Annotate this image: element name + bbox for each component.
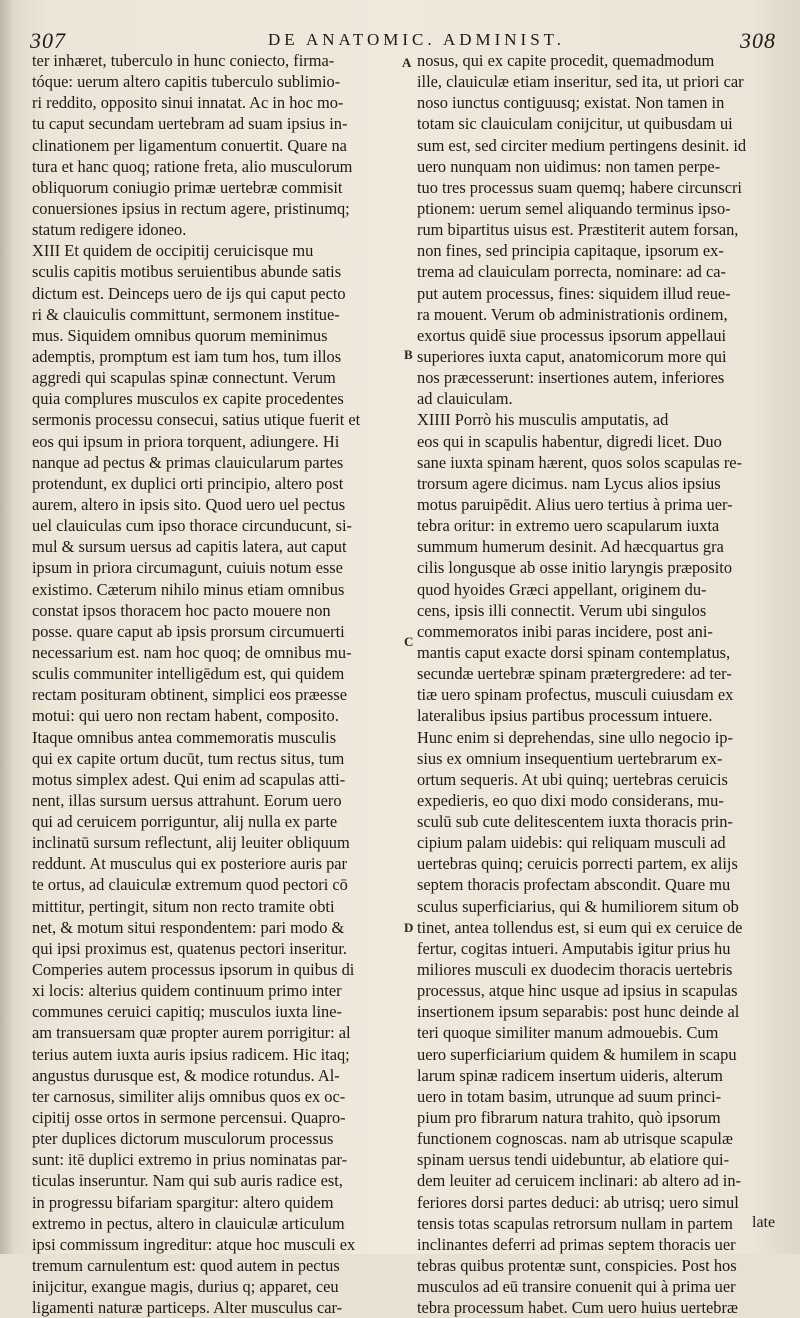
text-line: clinationem per ligamentum conuertit. Quare na <box>32 135 347 155</box>
text-line: tuo tres processus suam quemq; habere circunscri <box>417 177 742 197</box>
text-line: totam sic clauiculam conijcitur, ut quibusdam ui <box>417 114 733 134</box>
text-line: teri quoque similiter manum admouebis. Cum <box>417 1023 719 1043</box>
text-line: Hunc enim si deprehendas, sine ullo negocio ip- <box>417 727 733 747</box>
text-line: sunt: itē duplici extremo in prius nominatas par- <box>32 1150 348 1170</box>
right-text-column <box>417 50 787 1318</box>
text-line: tura et hanc quoq; ratione freta, alio musculorum <box>32 156 353 176</box>
text-line: cilis longusque ab osse initio laryngis præposito <box>417 558 733 578</box>
text-line: trema ad clauiculam porrecta, nominare: ad ca- <box>417 262 726 282</box>
text-line: nent, illas sursum uersus attrahunt. Eorum uero <box>32 790 342 810</box>
text-line: uero superficiarium quidem & humilem in scapu <box>417 1044 737 1064</box>
text-line: tremum carnulentum est: quod autem in pectus <box>32 1256 340 1276</box>
text-line: larum spinæ radicem insertum uideris, alterum <box>417 1065 723 1085</box>
text-line: ipsi commissum ingreditur: atque hoc musculi ex <box>32 1234 356 1254</box>
text-line: functionem cognoscas. nam ab utrisque scapulæ <box>417 1129 733 1149</box>
text-line: qui ad ceruicem porriguntur, alij nulla ex parte <box>32 812 338 832</box>
text-line: non fines, sed principia capitaque, ipsorum ex- <box>417 241 724 261</box>
text-line: cens, ipsis illi connectit. Verum ubi singulos <box>417 600 707 620</box>
text-line: miliores musculi ex duodecim thoracis uertebris <box>417 960 733 980</box>
page-header <box>0 28 800 52</box>
text-line: insertionem ipsum separabis: post hunc deinde al <box>417 1002 740 1022</box>
text-line: qui ipsi proximus est, quatenus pectori inseritur. <box>32 938 348 958</box>
catchword: late <box>752 1214 776 1231</box>
text-line: ad clauiculam. <box>417 389 513 409</box>
text-line: ortum sequeris. At ubi quinq; uertebras ceruicis <box>417 769 728 789</box>
running-title: DE ANATOMIC. ADMINIST. <box>268 30 566 49</box>
text-line: existimo. Cæterum nihilo minus etiam omnibus <box>32 579 345 599</box>
text-line: processus, atque hinc usque ad ipsius in scapulas <box>417 981 738 1001</box>
text-line: ter inhæret, tuberculo in hunc coniecto, firma- <box>32 51 335 70</box>
text-line: secundæ uertebræ spinam prætergredere: ad ter- <box>417 664 732 684</box>
text-line: musculos ad eū transire conuenit qui à prima uer <box>417 1277 736 1297</box>
text-line: ticulas inseruntur. Nam qui sub auris radice est, <box>32 1171 343 1191</box>
text-line: net, & motum situi respondentem: pari modo & <box>32 917 345 937</box>
text-line: spinam uersus tendi uidebuntur, ab elatiore qui- <box>417 1150 730 1170</box>
text-line: nos præcesserunt: insertiones autem, inferiores <box>417 368 725 388</box>
text-line: ligamenti naturæ particeps. Alter musculus car- <box>32 1298 343 1318</box>
text-line: exortus quidē siue processus ipsorum appellaui <box>417 325 727 345</box>
text-line: expedieris, eo quo dixi modo considerans, mu- <box>417 790 724 810</box>
text-line: sculū sub cute delitescentem iuxta thoracis prin- <box>417 812 733 832</box>
text-line: rum bipartitus uisus est. Præstiterit autem forsan, <box>417 220 739 240</box>
text-line: posse. quare caput ab ipsis prorsum circumuerti <box>32 621 345 641</box>
text-line: eos qui ipsum in priora torquent, adiungere. Hi <box>32 431 340 451</box>
text-line: inclinatū sursum reflectunt, alij leuiter obliquum <box>32 833 350 853</box>
text-line: communes ceruici capitiq; musculos iuxta line- <box>32 1002 342 1022</box>
text-line: ille, clauiculæ etiam inseritur, sed ita, ut priori car <box>417 72 744 92</box>
text-line: angustus durusque est, & modice rotundus. Al- <box>32 1065 340 1085</box>
margin-letter-d: D <box>404 920 414 935</box>
text-line: tiæ uero spinam profectus, musculi cuiusdam ex <box>417 685 734 705</box>
text-line: inijcitur, exangue magis, durius q; apparet, ceu <box>32 1277 339 1297</box>
text-line: quod hyoides Græci appellant, originem du- <box>417 579 707 599</box>
text-line: uertebras quinq; ceruicis porrecti partem, ex alijs <box>417 854 738 874</box>
text-line: aurem, altero in ipsis sito. Quod uero uel pectus <box>32 494 346 514</box>
text-line: superiores iuxta caput, anatomicorum more qui <box>417 346 727 366</box>
text-line: ra mouent. Verum ob administrationis ordinem, <box>417 304 728 324</box>
text-line: nanque ad pectus & primas clauicularum partes <box>32 452 344 472</box>
text-line: uero in totam basim, utrunque ad suum princi- <box>417 1086 722 1106</box>
text-line: obliquorum coniugio primæ uertebræ commisit <box>32 177 343 197</box>
text-line: quia complures musculos ex capite procedentes <box>32 389 344 409</box>
text-line: necessarium est. nam hoc quoq; de omnibus mu- <box>32 642 352 662</box>
text-line: fertur, cogitas intueri. Amputabis igitur prius hu <box>417 938 731 958</box>
text-line: sculus superficiarius, qui & humiliorem situm ob <box>417 896 739 916</box>
text-line: dictum est. Deinceps uero de ijs qui caput pecto <box>32 283 346 303</box>
text-line: put autem processus, fines: siquidem illud reue- <box>417 283 731 303</box>
left-text-column <box>32 50 400 1318</box>
page-number-left: 307 <box>30 28 66 53</box>
text-line: eos qui in scapulis habentur, digredi licet. Duo <box>417 431 722 451</box>
text-line: ptionem: uerum semel aliquando terminus ipso- <box>417 198 731 218</box>
text-line: ademptis, promptum est iam tum hos, tum illos <box>32 346 342 366</box>
text-line: tóque: uerum altero capitis tuberculo sublimio- <box>32 72 341 92</box>
text-line: sculis communiter intelligēdum est, qui quidem <box>32 664 345 684</box>
text-line: Itaque omnibus antea commemoratis musculis <box>32 727 337 747</box>
text-line: uero nunquam non uidimus: non tamen perpe- <box>417 156 721 176</box>
text-line: te ortus, ad clauiculæ extremum quod pectori cō <box>32 875 348 895</box>
text-line: am transuersam quæ propter aurem porrigitur: al <box>32 1023 351 1043</box>
text-line: inclinantes deferri ad primas septem thoracis uer <box>417 1234 736 1254</box>
text-line: protendunt, ex duplici orti principio, altero post <box>32 473 344 493</box>
text-line: motus simplex adest. Qui enim ad scapulas atti- <box>32 769 346 789</box>
text-line: noso iunctus contiguusq; existat. Non tamen in <box>417 93 725 113</box>
text-line: rectam posituram obtinent, simplici eos præesse <box>32 685 347 705</box>
text-line: XIIII Porrò his musculis amputatis, ad <box>417 410 669 430</box>
text-line: dem leuiter ad ceruicem inclinari: ab altero ad in- <box>417 1171 742 1191</box>
text-line: pium pro fibrarum natura trahito, quò ipsorum <box>417 1108 721 1128</box>
text-line: mul & sursum uersus ad capitis latera, aut caput <box>32 537 347 557</box>
text-line: constat ipsos thoracem hoc pacto mouere non <box>32 600 331 620</box>
text-line: sane iuxta spinam hærent, quos solos scapulas re- <box>417 452 743 472</box>
text-line: xi locis: alterius quidem continuum primo inter <box>32 981 342 1001</box>
text-line: lateralibus ipsius partibus processum intuere. <box>417 706 713 726</box>
text-line: terius autem iuxta auris ipsius radicem. Hic itaq; <box>32 1044 350 1064</box>
text-line: ri & clauiculis committunt, sermonem institue- <box>32 304 340 324</box>
text-line: tensis totas scapulas retrorsum nullam in partem <box>417 1213 733 1233</box>
text-line: commemoratos inibi paras incidere, post ani- <box>417 621 713 641</box>
text-line: ipsum in priora circumagunt, cuiuis notum esse <box>32 558 343 578</box>
text-line: XIII Et quidem de occipitij ceruicisque mu <box>32 241 314 261</box>
text-line: cipitij osse ortos in sermone percensui. Quapro- <box>32 1108 346 1128</box>
text-line: trorsum agere dicimus. nam Lycus alios ipsius <box>417 473 721 493</box>
text-line: septem thoracis profectam abscondit. Quare mu <box>417 875 731 895</box>
text-line: Comperies autem processus ipsorum in quibus di <box>32 960 355 980</box>
page-gutter-shadow <box>0 0 14 1254</box>
text-line: extremo in pectus, altero in clauiculæ articulum <box>32 1213 345 1233</box>
text-line: conuersiones ipsius in rectum agere, pristinumq; <box>32 198 350 218</box>
text-line: sculis capitis motibus seruientibus abunde satis <box>32 262 342 282</box>
margin-letter-b: B <box>404 347 413 362</box>
text-line: tu caput secundam uertebram ad suam ipsius in- <box>32 114 348 134</box>
text-line: aggredi qui scapulas spinæ connectunt. Verum <box>32 368 336 388</box>
text-line: summum humerum desinit. Ad hæcquartus gra <box>417 537 724 557</box>
text-line: sius ex omnium insequentium uertebrarum ex- <box>417 748 723 768</box>
text-line: sermonis processu consecui, satius utique fuerit et <box>32 410 361 430</box>
text-line: statum redigere idoneo. <box>32 220 187 240</box>
page-number-right: 308 <box>740 28 776 53</box>
text-line: tebra oritur: in extremo uero scapularum iuxta <box>417 516 720 536</box>
text-line: tinet, antea tollendus est, si eum qui ex ceruice de <box>417 917 743 937</box>
margin-letter-a: A <box>402 55 412 70</box>
text-line: tebras quibus protentæ sunt, conspicies. Post hos <box>417 1256 737 1276</box>
text-line: mus. Siquidem omnibus quorum meminimus <box>32 325 328 345</box>
text-line: ter carnosus, similiter alijs omnibus quos ex oc- <box>32 1086 346 1106</box>
text-line: cipium palam uidebis: qui reliquam musculi ad <box>417 833 726 853</box>
text-line: in progressu bifariam spargitur: altero quidem <box>32 1192 334 1212</box>
text-line: reddunt. At musculus qui ex posteriore auris par <box>32 854 347 874</box>
text-line: motui: qui uero non rectam habent, composito. <box>32 706 339 726</box>
text-line: ri reddito, opposito sinui innatat. Ac in hoc mo- <box>32 93 344 113</box>
text-line: uel clauiculas cum ipso thorace circunducunt, si- <box>32 516 352 536</box>
text-line: nosus, qui ex capite procedit, quemadmodum <box>417 51 715 70</box>
text-line: feriores dorsi partes deduci: ab utrisq; uero simul <box>417 1192 739 1212</box>
text-line: tebra processum habet. Cum uero huius uertebræ <box>417 1298 738 1318</box>
text-line: mittitur, pertingit, situm non recto tramite obti <box>32 896 335 916</box>
text-line: sum est, sed circiter medium pertingens desinit. id <box>417 135 747 155</box>
text-line: qui ex capite ortum ducūt, tum rectus situs, tum <box>32 748 345 768</box>
text-line: mantis caput exacte dorsi spinam contemplatus, <box>417 642 731 662</box>
text-line: motus paruipēdit. Alius uero tertius à prima uer- <box>417 494 733 514</box>
text-line: pter duplices dictorum musculorum processus <box>32 1129 334 1149</box>
margin-letter-c: C <box>404 634 414 649</box>
